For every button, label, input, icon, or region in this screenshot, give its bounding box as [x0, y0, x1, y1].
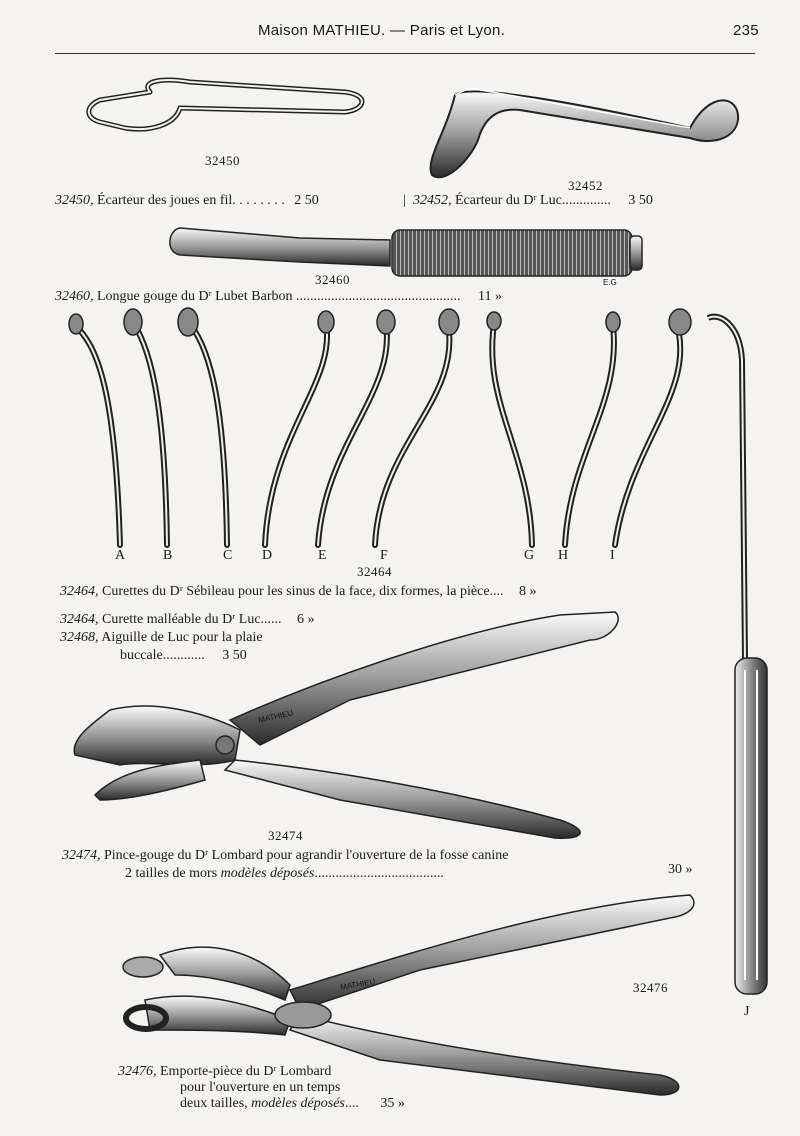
catalog-entry-32464: 32464, Curettes du Dʳ Sébileau pour les sinus de la face, dix formes, la pièce.... 8 »: [60, 584, 537, 599]
engraved-brand-mark-emporte: MATHIEU: [339, 976, 376, 993]
catalog-entry-32468: 32468, Aiguille de Luc pour la plaie: [60, 630, 263, 645]
catalog-entry-32476-cont: pour l'ouverture en un temps: [180, 1080, 341, 1095]
curette-letter-b: B: [163, 548, 173, 563]
curette-j-illustration: [708, 317, 767, 994]
figure-number-32476: 32476: [633, 980, 668, 995]
long-gouge-illustration: [170, 228, 642, 276]
catalog-entry-32460: 32460, Longue gouge du Dʳ Lubet Barbon ............................................... 11 »: [55, 289, 502, 304]
catalog-entry-32468-cont: buccale............ 3 50: [120, 648, 247, 663]
catalog-entry-32476: 32476, Emporte-pièce du Dʳ Lombard: [118, 1064, 332, 1079]
page-number: 235: [733, 22, 759, 39]
engraved-stamp-mark: E.G: [603, 278, 617, 287]
curette-letter-i: I: [610, 548, 615, 563]
curette-letter-d: D: [262, 548, 273, 563]
catalog-entry-32464-luc: 32464, Curette malléable du Dʳ Luc...... 6 »: [60, 612, 315, 627]
catalog-entry-32450: 32450, Écarteur des joues en fil. . . . . . . . 2 50: [55, 193, 319, 208]
figure-number-32464: 32464: [357, 564, 392, 579]
curette-letter-j: J: [744, 1004, 750, 1019]
figure-number-32452: 32452: [568, 178, 603, 193]
curette-letter-g: G: [524, 548, 535, 563]
curette-letter-e: E: [318, 548, 327, 563]
catalog-entry-32476-cont2: deux tailles, modèles déposés.... 35 »: [180, 1096, 405, 1111]
curette-spoons: [69, 308, 691, 336]
luc-retractor-illustration: [431, 88, 739, 177]
catalog-price-32474: 30 »: [668, 862, 693, 877]
wire-cheek-retractor-illustration: [89, 80, 362, 129]
engraved-brand-mark-pince: MATHIEU: [257, 708, 294, 725]
curette-letter-f: F: [380, 548, 388, 563]
curette-letter-c: C: [223, 548, 233, 563]
figure-number-32450: 32450: [205, 153, 240, 168]
entry-divider: |: [403, 193, 406, 208]
figure-number-32474: 32474: [268, 828, 303, 843]
figure-number-32460: 32460: [315, 272, 350, 287]
catalog-entry-32474-cont: 2 tailles de mors modèles déposés.....................................: [125, 866, 444, 881]
curette-letter-a: A: [115, 548, 126, 563]
catalog-entry-32452: 32452, Écarteur du Dʳ Luc.............. 3 50: [413, 193, 653, 208]
catalog-entry-32474: 32474, Pince-gouge du Dʳ Lombard pour agrandir l'ouverture de la fosse canine: [62, 848, 509, 863]
curette-letter-h: H: [558, 548, 569, 563]
page-header-title: Maison MATHIEU. — Paris et Lyon.: [258, 22, 506, 39]
